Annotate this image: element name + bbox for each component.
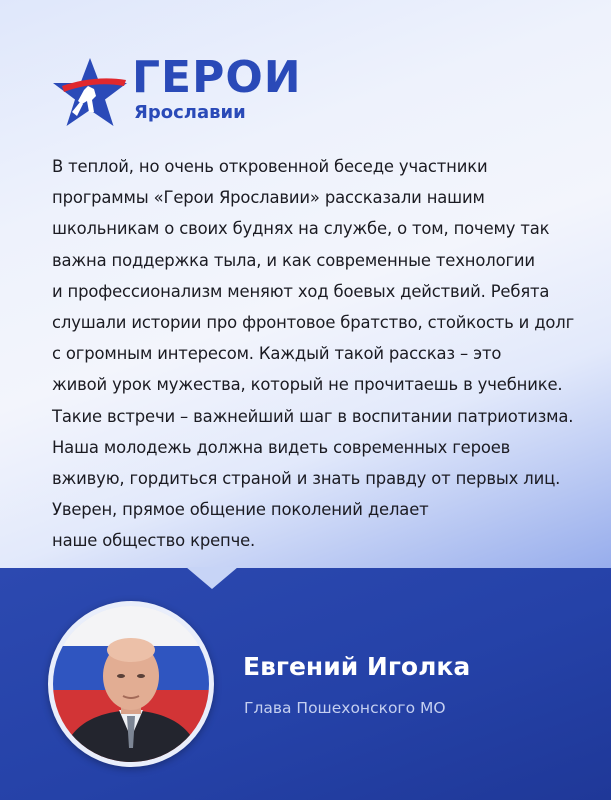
quote-line: Наша молодежь должна видеть современных героев bbox=[52, 437, 511, 457]
logo-title: ГЕРОИ bbox=[132, 52, 302, 103]
quote-line: живой урок мужества, который не прочитаешь в учебнике. bbox=[52, 375, 563, 395]
quote-line: школьникам о своих буднях на службе, о том, почему так bbox=[52, 219, 550, 239]
avatar bbox=[53, 606, 209, 762]
quote-line: с огромным интересом. Каждый такой рассказ – это bbox=[52, 344, 502, 364]
speech-pointer bbox=[186, 567, 238, 589]
quote-line: вживую, гордиться страной и знать правду от первых лиц. bbox=[52, 469, 561, 489]
person-role: Глава Пошехонского МО bbox=[244, 699, 446, 717]
quote-line: важна поддержка тыла, и как современные технологии bbox=[52, 250, 535, 270]
quote-line: и профессионализм меняют ход боевых действий. Ребята bbox=[52, 281, 550, 301]
quote-line: наше общество крепче. bbox=[52, 531, 256, 551]
star-logo-icon bbox=[50, 56, 130, 130]
logo-subtitle: Ярославии bbox=[134, 102, 246, 123]
quote-line: Уверен, прямое общение поколений делает bbox=[52, 500, 429, 520]
quote-text bbox=[52, 151, 575, 557]
quote-line: программы «Герои Ярославии» рассказали нашим bbox=[52, 188, 485, 208]
quote-line: В теплой, но очень откровенной беседе участники bbox=[52, 157, 488, 176]
logo bbox=[50, 52, 302, 132]
person-name: Евгений Иголка bbox=[243, 652, 471, 681]
quote-line: слушали истории про фронтовое братство, стойкость и долг bbox=[52, 313, 575, 333]
quote-line: Такие встречи – важнейший шаг в воспитании патриотизма. bbox=[52, 406, 574, 426]
